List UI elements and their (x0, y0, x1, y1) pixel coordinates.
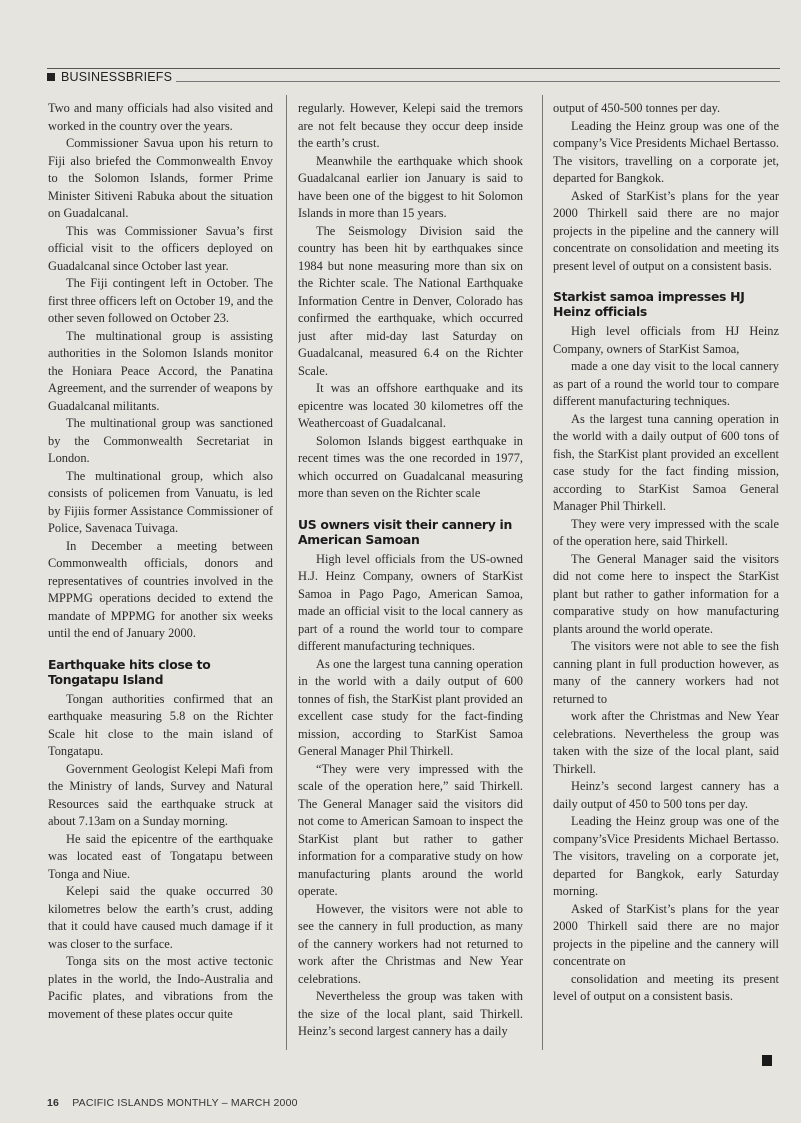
paragraph: work after the Christmas and New Year celebrations. Nevertheless the group was taken with the size of the local plant, said Thirkell. (553, 709, 779, 776)
paragraph: It was an offshore earthquake and its epicentre was located 30 kilometres off the Weathercoast of Guadalcanal. (298, 381, 523, 430)
paragraph: The multinational group is assisting authorities in the Solomon Islands monitor the Honiara Peace Accord, the Panatina Agreement, and the surrender of weapons by Guadalcanal militants. (48, 328, 273, 413)
column-3 (553, 100, 779, 1050)
paragraph: The visitors were not able to see the fish canning plant in full production however, as many of the cannery workers had not returned to (553, 639, 779, 706)
paragraph: The General Manager said the visitors did not come here to inspect the StarKist plant but rather to gather information for a comparative study on how manufacturing plants around the world operate. (553, 551, 779, 636)
paragraph: The multinational group was sanctioned by the Commonwealth Secretariat in London. (48, 416, 273, 465)
paragraph: consolidation and meeting its present level of output on a consistent basis. (553, 971, 779, 1003)
page-number: 16 (47, 1097, 60, 1109)
end-of-article-mark-icon (762, 1055, 772, 1066)
section-title: BUSINESSBRIEFS (61, 70, 173, 84)
paragraph: In December a meeting between Commonwealth officials, donors and representatives of countries involved in the MPPMG operations decided to extend the mandate of MPPMG for another six weeks until the end of January 2000. (48, 538, 273, 640)
paragraph: “They were very impressed with the scale of the operation here,” said Thirkell. The General Manager said the visitors did not come to American Samoan to inspect the StarKist plant but rather to gather information for a comparative study on how manufacturing plants around the world operate. (298, 761, 523, 898)
column-2 (298, 100, 523, 1050)
paragraph: Leading the Heinz group was one of the company’sVice Presidents Michael Bertasso. The visitors, traveling on a corporate jet, departed for Bangkok, early Saturday morning. (553, 814, 779, 898)
paragraph: Leading the Heinz group was one of the company’s Vice Presidents Michael Bertasso. The visitors, travelling on a corporate jet, departed for Bangkok. (553, 118, 779, 185)
paragraph: The Seismology Division said the country has been hit by earthquakes since 1984 but none measuring more than six on the Richter scale. The National Earthquake Information Centre in Denver, Colorado has confirmed the earthquake, which occurred just after mid-day last Saturday on Guadalcanal, measured 6.4 on the Richter Scale. (298, 223, 523, 378)
section-label (47, 70, 176, 84)
paragraph: Asked of StarKist’s plans for the year 2000 Thirkell said there are no major projects in the pipeline and the cannery will concentrate on (553, 901, 779, 968)
paragraph: Heinz’s second largest cannery has a daily output of 450 to 500 tons per day. (553, 779, 779, 811)
paragraph: High level officials from the US-owned H.J. Heinz Company, owners of StarKist Samoa in Pago Pago, American Samoa, made an official visit to the local cannery as part of a round the world tour to compare different manufacturing techniques. (298, 551, 523, 653)
column-divider (286, 95, 287, 1050)
paragraph: Solomon Islands biggest earthquake in recent times was the one recorded in 1977, which occurred on Guadalcanal measuring more than seven on the Richter scale (298, 433, 523, 500)
paragraph: This was Commissioner Savua’s first official visit to the officers deployed on Guadalcanal since October last year. (48, 223, 273, 273)
paragraph: He said the epicentre of the earthquake was located east of Tongatapu between Tonga and Niue. (48, 831, 273, 881)
paragraph: Government Geologist Kelepi Mafi from the Ministry of lands, Survey and Natural Resources said the earthquake struck at about 7.13am on a Sunday morning. (48, 761, 273, 828)
article-headline: Earthquake hits close to Tongatapu Island (48, 656, 211, 687)
publication-line: PACIFIC ISLANDS MONTHLY – MARCH 2000 (72, 1097, 298, 1109)
paragraph: The multinational group, which also consists of policemen from Vanuatu, is led by Fijiis former Assistance Commissioner of Police, Savenaca Tuivaga. (48, 468, 273, 535)
paragraph: Commissioner Savua upon his return to Fiji also briefed the Commonwealth Envoy to the Solomon Islands, former Prime Minister Sitiveni Rabuka about the situation on Guadalcanal. (48, 136, 273, 220)
article-headline: Starkist samoa impresses HJ Heinz officials (553, 289, 745, 319)
article-headline: US owners visit their cannery in American Samoan (298, 516, 513, 547)
paragraph: As one the largest tuna canning operation in the world with a daily output of 600 tonnes of fish, the StarKist plant provided an excellent case study for the fact-finding mission, according to StarKist Samoa General Manager Phil Thirkell. (298, 656, 523, 758)
column-divider (542, 95, 543, 1050)
paragraph: Kelepi said the quake occurred 30 kilometres below the earth’s crust, adding that it could have caused much damage if it was closer to the surface. (48, 884, 273, 951)
paragraph: Nevertheless the group was taken with the size of the local plant, said Thirkell. Heinz’s second largest cannery has a daily (298, 989, 523, 1038)
page-footer (47, 1097, 298, 1109)
section-header (47, 68, 780, 85)
column-1 (48, 100, 273, 1050)
square-bullet-icon (47, 73, 55, 81)
paragraph: output of 450-500 tonnes per day. (553, 101, 721, 115)
paragraph: Tonga sits on the most active tectonic plates in the world, the Indo-Australia and Pacific plates, and vibrations from the movement of these plates occur quite (48, 954, 273, 1021)
paragraph: regularly. However, Kelepi said the tremors are not felt because they occur deep inside the earth’s crust. (298, 101, 523, 150)
paragraph: Tongan authorities confirmed that an earthquake measuring 5.8 on the Richter Scale hit close to the main island of Tongatapu. (48, 691, 273, 758)
paragraph: made a one day visit to the local cannery as part of a round the world tour to compare different manufacturing techniques. (553, 359, 779, 408)
paragraph: Two and many officials had also visited and worked in the country over the years. (48, 101, 273, 133)
paragraph: Asked of StarKist’s plans for the year 2000 Thirkell said there are no major projects in the pipeline and the cannery will concentrate on consolidation and meeting its present level of output on a consistent basis. (553, 188, 779, 273)
paragraph: They were very impressed with the scale of the operation here, said Thirkell. (553, 516, 779, 548)
paragraph: As the largest tuna canning operation in the world with a daily output of 600 tons of fish, the StarKist plant provided an excellent case study for the fact finding mission, according to StarKist Samoa General Manager Phil Thirkell. (553, 411, 779, 513)
paragraph: Meanwhile the earthquake which shook Guadalcanal earlier ion January is said to have been one of the biggest to hit Solomon Islands in more than 15 years. (298, 153, 523, 220)
paragraph: High level officials from HJ Heinz Company, owners of StarKist Samoa, (553, 324, 779, 356)
paragraph: However, the visitors were not able to see the cannery in full production, as many of the cannery workers had not returned to work after the Christmas and New Year celebrations. (298, 901, 523, 986)
paragraph: The Fiji contingent left in October. The first three officers left on October 19, and the other seven followed on October 23. (48, 276, 273, 325)
